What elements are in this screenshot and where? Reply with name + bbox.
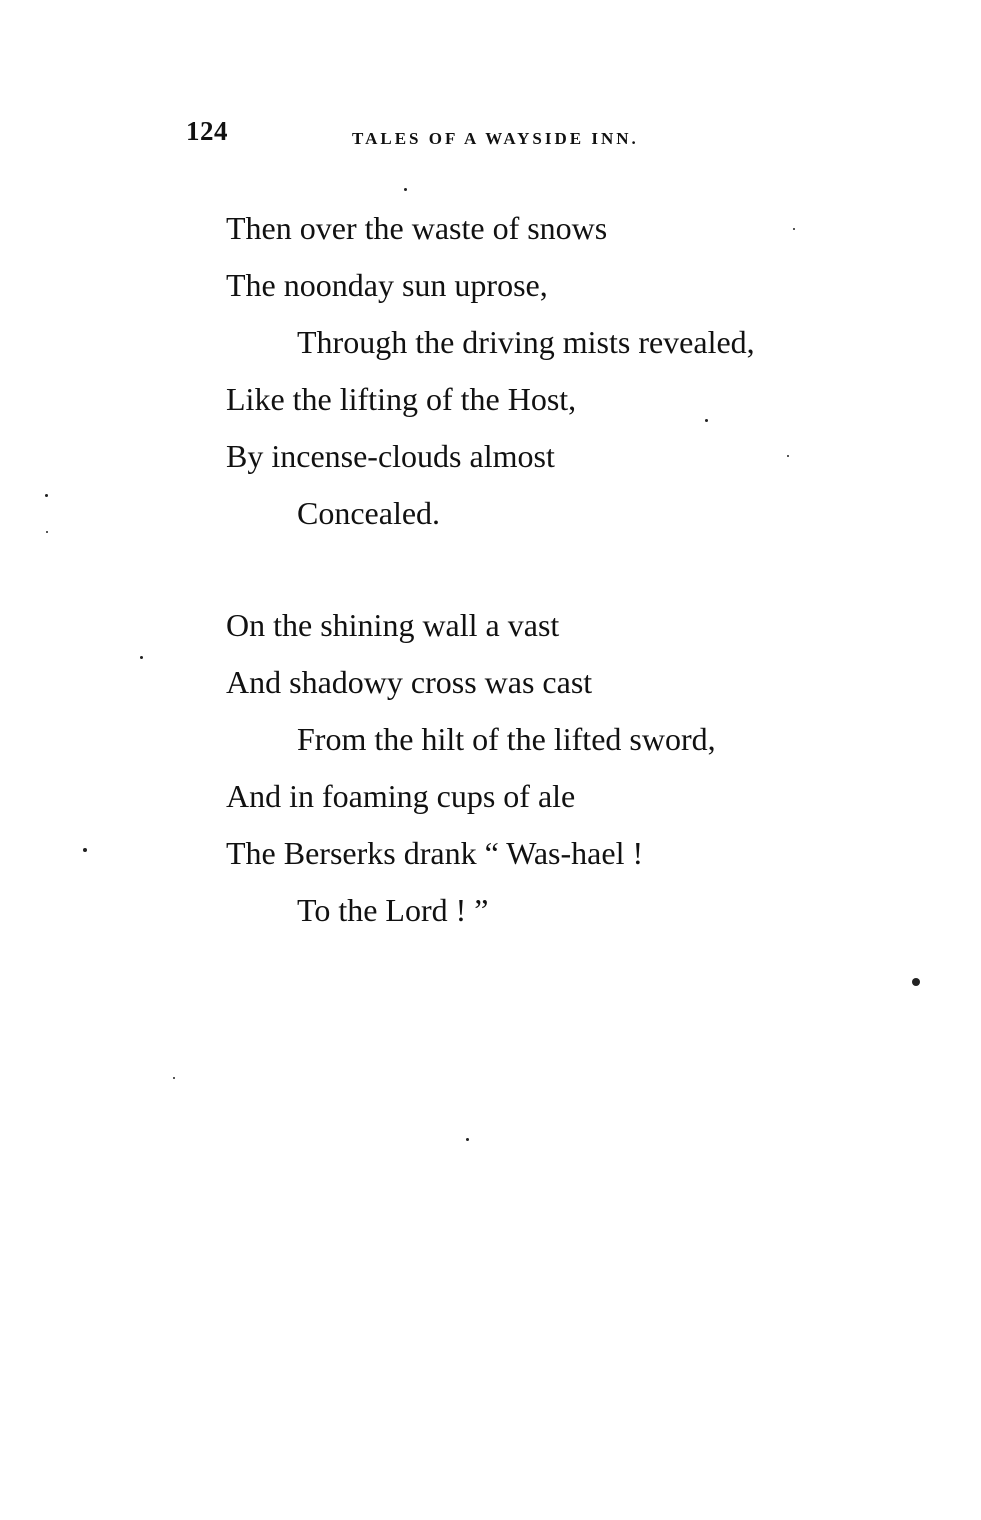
scan-speck: [404, 188, 407, 191]
scan-speck: [83, 848, 87, 852]
stanza-2: [226, 597, 946, 939]
poem-line-indented: From the hilt of the lifted sword,: [297, 721, 716, 757]
scan-speck: [173, 1077, 175, 1079]
poem-line: Then over the waste of snows: [226, 210, 608, 246]
scan-speck: [912, 978, 920, 986]
scan-speck: [45, 494, 48, 497]
poem-line: The Berserks drank “ Was-hael !: [226, 835, 644, 871]
scan-speck: [705, 419, 708, 422]
stanza-1: [226, 200, 946, 542]
poem-line: Like the lifting of the Host,: [226, 381, 577, 417]
scan-speck: [793, 228, 795, 230]
poem-line-indented: Through the driving mists revealed,: [297, 324, 755, 360]
poem-line: And in foaming cups of ale: [226, 778, 576, 814]
scan-speck: [140, 656, 143, 659]
running-title: TALES OF A WAYSIDE INN.: [352, 129, 639, 148]
poem-line-indented: Concealed.: [297, 495, 441, 531]
poem-line: And shadowy cross was cast: [226, 664, 593, 700]
page-number: 124: [186, 116, 228, 146]
poem: [226, 200, 946, 994]
scan-speck: [787, 455, 789, 457]
poem-line: On the shining wall a vast: [226, 607, 560, 643]
scan-speck: [466, 1138, 469, 1141]
poem-line: By incense-clouds almost: [226, 438, 555, 474]
scan-speck: [46, 531, 48, 533]
poem-line-indented: To the Lord ! ”: [297, 892, 489, 928]
poem-line: The noonday sun uprose,: [226, 267, 548, 303]
